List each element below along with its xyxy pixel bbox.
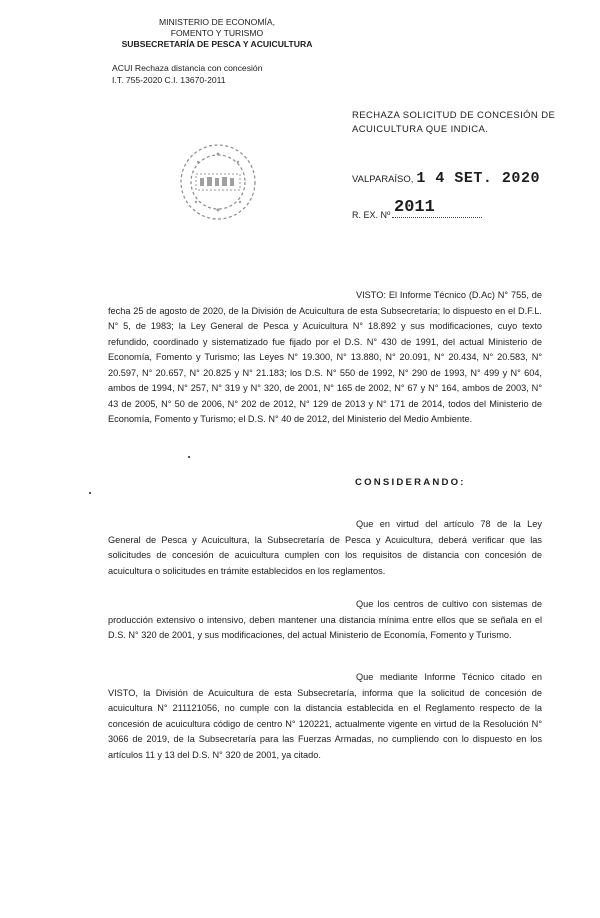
place-date xyxy=(352,170,540,187)
considerando-paragraph-2 xyxy=(108,597,542,644)
visto-lead: VISTO: El Informe Técnico (D.Ac) N° 755, de xyxy=(356,290,542,300)
ministry-name: MINISTERIO DE ECONOMÍA, xyxy=(158,17,276,27)
p1-body: General de Pesca y Acuicultura, la Subsecretaría de Pesca y Acuicultura, deberá verificar que las solicitudes de concesión de acuicultura cumplen con los requisitos de distancia con concesión de acuicultura o solicitudes en trámite establecidos en los reglamentos. xyxy=(108,534,542,576)
p1-lead: Que en virtud del artículo 78 de la Ley xyxy=(356,519,542,529)
subject-line-1: RECHAZA SOLICITUD DE CONCESIÓN DE xyxy=(352,110,556,121)
considerando-paragraph-1 xyxy=(108,517,542,579)
visto-paragraph xyxy=(108,288,542,428)
subject-line-2: ACUICULTURA QUE INDICA. xyxy=(352,124,489,135)
resolution-subject xyxy=(352,109,556,137)
letterhead xyxy=(112,17,322,50)
ministry-name-2: FOMENTO Y TURISMO xyxy=(170,28,264,38)
resolution-number xyxy=(352,198,482,220)
number-line xyxy=(392,217,482,218)
p3-body: VISTO, la División de Acuicultura de esta Subsecretaría, informa que la solicitud de concesión de acuicultura N° 211121056, no cumple con la distancia establecida en el Reglamento respecto de la concesión de acuicultura código de centro N° 120221, actualmente vigente en virtud de la Resolución N° 3066 de 2019, de la Subsecretaría para las Fuerzas Armadas, no cumpliendo con lo dispuesto en los artículos 11 y 13 del D.S. N° 320 de 2001, ya citado. xyxy=(108,687,542,760)
p2-body: producción extensivo o intensivo, deben mantener una distancia mínima entre ellos que se señala en el D.S. N° 320 de 2001, y sus modificaciones, del actual Ministerio de Economía, Fomento y Turismo. xyxy=(108,614,542,640)
stamped-date: 1 4 SET. 2020 xyxy=(416,170,540,187)
place-label: VALPARAÍSO, xyxy=(352,174,414,185)
resolution-label: R. EX. Nº xyxy=(352,210,391,220)
scan-mark xyxy=(89,492,91,494)
p2-lead: Que los centros de cultivo con sistemas de xyxy=(356,599,542,609)
resolution-number-value: 2011 xyxy=(394,198,435,217)
it-reference: I.T. 755-2020 C.I. 13670-2011 xyxy=(112,75,226,85)
reference-block xyxy=(112,62,262,86)
official-stamp xyxy=(176,140,260,224)
subsecretaria-name: SUBSECRETARÍA DE PESCA Y ACUICULTURA xyxy=(121,39,313,49)
acui-reference: ACUI Rechaza distancia con concesión xyxy=(112,63,263,73)
visto-body: fecha 25 de agosto de 2020, de la División de Acuicultura de esta Subsecretaría; lo dispuesto en el D.F.L. N° 5, de 1983; la Ley General de Pesca y Acuicultura N° 18.892 y sus modificaciones, cuyo texto refundido, coordinado y sistematizado fue fijado por el D.S. N° 430 de 1991, del actual Ministerio de Economía, Fomento y Turismo; las Leyes N° 19.300, N° 13.880, N° 20.091, N° 20.434, N° 20.583, N° 20.597, N° 20.657, N° 20.825 y N° 21.183; los D.S. N° 550 de 1992, N° 290 de 1993, N° 499 y N° 604, ambos de 1994, N° 257, N° 319 y N° 320, de 2001, N° 165 de 2002, N° 67 y N° 164, ambos de 2003, N° 43 de 2005, N° 50 de 2006, N° 202 de 2012, N° 129 de 2013 y N° 171 de 2014, todos del Ministerio de Economía, Fomento y Turismo; el D.S. N° 40 de 2012, del Ministerio del Medio Ambiente. xyxy=(108,305,542,424)
p3-lead: Que mediante Informe Técnico citado en xyxy=(356,672,542,682)
considerando-paragraph-3 xyxy=(108,670,542,763)
scan-mark xyxy=(188,456,190,458)
considerando-heading: CONSIDERANDO: xyxy=(355,477,466,488)
